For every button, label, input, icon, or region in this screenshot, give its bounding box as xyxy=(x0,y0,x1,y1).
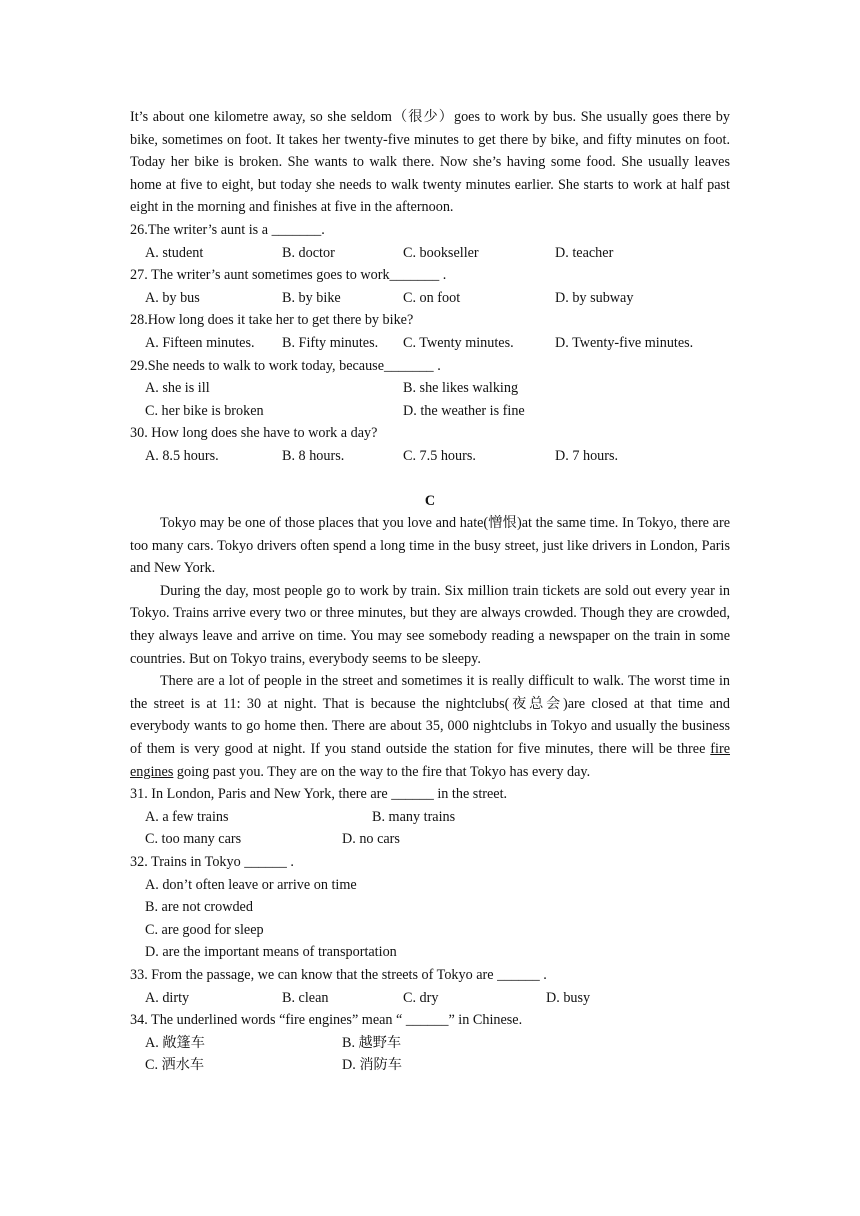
question-34: 34. The underlined words “fire engines” mean “ ______” in Chinese. xyxy=(130,1012,523,1029)
options-31-row1 xyxy=(130,806,730,829)
passage-c-paragraph-3 xyxy=(130,670,730,783)
option-d: D. no cars xyxy=(342,831,400,848)
options-33 xyxy=(130,987,730,1010)
section-c-heading: C xyxy=(424,492,436,509)
paragraph-3-text-b: going past you. They are on the way to the fire that Tokyo has every day. xyxy=(173,763,591,780)
option-b: B. 越野车 xyxy=(342,1034,402,1051)
option-a: A. she is ill xyxy=(145,380,210,397)
question-27: 27. The writer’s aunt sometimes goes to work_______ . xyxy=(130,267,447,284)
question-31: 31. In London, Paris and New York, there are ______ in the street. xyxy=(130,786,508,803)
option-d: D. are the important means of transportation xyxy=(145,944,397,961)
option-d: D. busy xyxy=(546,989,591,1006)
option-c: C. too many cars xyxy=(145,831,242,848)
option-d: D. the weather is fine xyxy=(403,402,525,419)
underlined-fire-engines: fire engines xyxy=(130,741,730,780)
option-c: C. 7.5 hours. xyxy=(403,447,476,464)
options-34-row1 xyxy=(130,1032,730,1055)
option-d: D. 消防车 xyxy=(342,1057,402,1074)
option-b: B. 8 hours. xyxy=(282,447,345,464)
passage-c-paragraph-2: During the day, most people go to work by train. Six million train tickets are sold out every year in Tokyo. Trains arrive every two or three minutes, but they are always crowded. Though they are crowded, they always leave and arrive on time. You may see somebody reading a newspaper on the train in some countries. But on Tokyo trains, everybody seems to be sleepy. xyxy=(130,582,730,667)
options-31-row2 xyxy=(130,828,730,851)
paragraph-3-text-a: There are a lot of people in the street and sometimes it is really difficult to walk. The worst time in the street is at 11: 30 at night. That is because the nightclubs(夜总会)are closed at that time and everybody wants to go home then. There are about 35, 000 nightclubs in Tokyo and usually the business of them is very good at night. If you stand outside the station for five minutes, there will be three xyxy=(130,673,730,758)
option-c: C. Twenty minutes. xyxy=(403,334,514,351)
option-b: B. she likes walking xyxy=(403,380,519,397)
question-32: 32. Trains in Tokyo ______ . xyxy=(130,854,294,870)
option-d: D. teacher xyxy=(555,244,614,261)
option-a: A. student xyxy=(145,244,204,261)
option-a: A. a few trains xyxy=(145,808,229,825)
option-b: B. Fifty minutes. xyxy=(282,334,379,351)
option-c: C. on foot xyxy=(403,289,461,306)
question-29: 29.She needs to walk to work today, because_______ . xyxy=(130,357,441,374)
option-d: D. 7 hours. xyxy=(555,447,619,464)
option-c: C. dry xyxy=(403,989,439,1006)
option-b: B. by bike xyxy=(282,289,341,306)
option-b: B. are not crowded xyxy=(145,899,253,916)
options-29-row1 xyxy=(130,377,730,400)
option-c: C. 洒水车 xyxy=(145,1057,205,1074)
question-28: 28.How long does it take her to get there by bike? xyxy=(130,312,414,329)
question-30: 30. How long does she have to work a day? xyxy=(130,425,378,442)
option-a: A. don’t often leave or arrive on time xyxy=(145,876,357,893)
option-a: A. 敞篷车 xyxy=(145,1034,205,1051)
options-29-row2 xyxy=(130,400,730,423)
option-d: D. by subway xyxy=(555,289,634,306)
option-b: B. many trains xyxy=(372,808,456,825)
option-b: B. doctor xyxy=(282,244,335,261)
options-30 xyxy=(130,445,730,468)
option-a: A. by bus xyxy=(145,289,200,306)
options-28 xyxy=(130,332,730,355)
options-27 xyxy=(130,287,730,310)
option-b: B. clean xyxy=(282,989,329,1006)
options-34-row2 xyxy=(130,1054,730,1077)
option-c: C. her bike is broken xyxy=(145,402,264,419)
passage-c-paragraph-1: Tokyo may be one of those places that you love and hate(憎恨)at the same time. In Tokyo, there are too many cars. Tokyo drivers often spend a long time in the busy street, just like drivers in London, Paris and New York. xyxy=(130,515,730,577)
option-c: C. are good for sleep xyxy=(145,921,264,938)
option-a: A. 8.5 hours. xyxy=(145,447,219,464)
option-a: A. dirty xyxy=(145,989,190,1006)
question-33: 33. From the passage, we can know that the streets of Tokyo are ______ . xyxy=(130,966,547,983)
document-page xyxy=(130,106,730,1077)
passage-b-paragraph: It’s about one kilometre away, so she seldom（很少）goes to work by bus. She usually goes there by bike, sometimes on foot. It takes her twenty-five minutes to get there by bike, and fifty minutes on foot. Today her bike is broken. She wants to walk there. Now she’s having some food. She usually leaves home at five to eight, but today she needs to walk twenty minutes earlier. She starts to work at half past eight in the morning and finishes at five in the afternoon. xyxy=(130,109,730,216)
option-a: A. Fifteen minutes. xyxy=(145,334,255,351)
options-26 xyxy=(130,242,730,265)
option-d: D. Twenty-five minutes. xyxy=(555,334,694,351)
option-c: C. bookseller xyxy=(403,244,479,261)
question-26: 26.The writer’s aunt is a _______. xyxy=(130,221,325,238)
